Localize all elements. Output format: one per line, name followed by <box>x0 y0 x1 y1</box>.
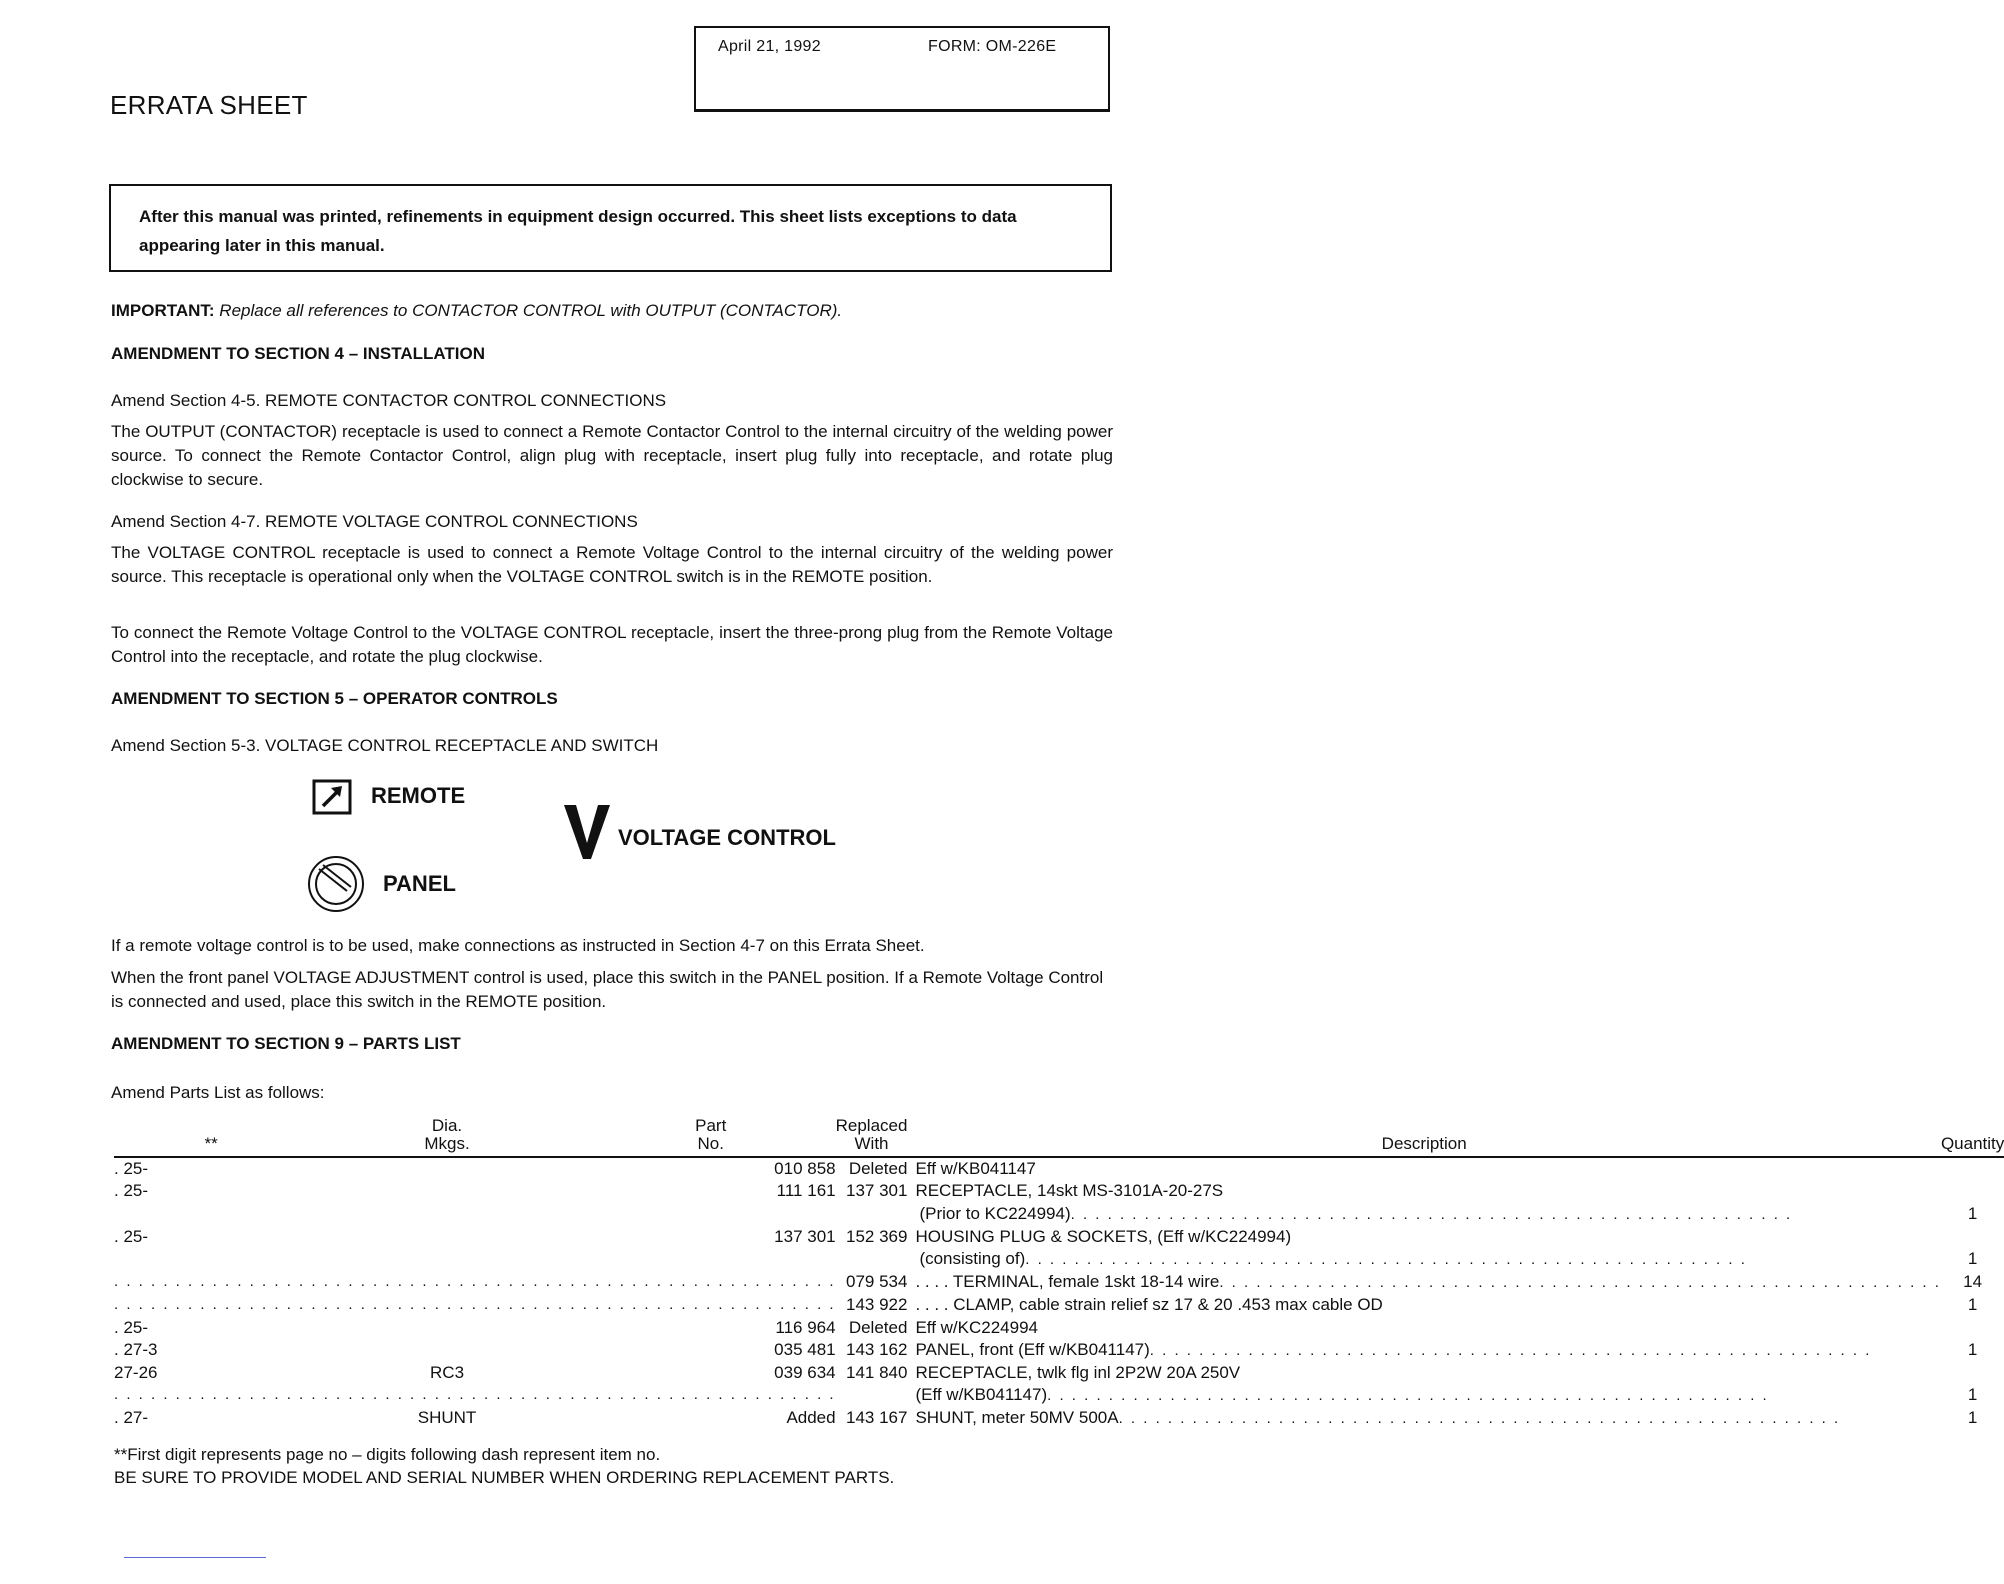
parts-dia: RC3 <box>430 1362 465 1382</box>
important-note <box>111 299 1113 323</box>
parts-quantity: 14 <box>1963 1272 1983 1292</box>
parts-description-cell <box>907 1157 1941 1180</box>
col-replaced-header <box>836 1117 908 1157</box>
header-date: April 21, 1992 <box>718 38 821 55</box>
parts-part-no: 035 481 <box>774 1339 836 1359</box>
section4-para-contactor: The OUTPUT (CONTACTOR) receptacle is used to connect a Remote Contactor Control to the internal circuitry of the welding power source. To connect the Remote Contactor Control, align plug with receptacle, insert plug fully into receptacle, and rotate plug clockwise to secure. <box>111 422 1113 489</box>
parts-replaced: Deleted <box>848 1159 908 1178</box>
parts-row <box>114 1271 2004 1294</box>
parts-description-cell <box>907 1294 1941 1316</box>
parts-replaced: 141 840 <box>845 1362 908 1382</box>
parts-description: PANEL, front (Eff w/KB041147) <box>915 1339 1150 1359</box>
parts-description-cell <box>907 1317 1941 1339</box>
panel-label: PANEL <box>383 871 456 896</box>
parts-quantity <box>1941 1226 2004 1248</box>
section4-heading: AMENDMENT TO SECTION 4 – INSTALLATION <box>111 344 486 363</box>
parts-quantity: 1 <box>1967 1203 1978 1223</box>
parts-replaced: 143 162 <box>845 1339 908 1359</box>
important-label: IMPORTANT: <box>111 301 215 320</box>
leader-dots: . . . . . . . . . . . . . . . . . . . . . . . . . . . . . . . . . . . . . . . . . . . . . . . . . . . . . . . . . . . <box>1149 1341 1872 1359</box>
parts-dia <box>308 1203 586 1226</box>
parts-row <box>114 1317 2004 1339</box>
parts-description: RECEPTACLE, 14skt MS-3101A-20-27S <box>915 1181 1224 1201</box>
notice-text: After this manual was printed, refinements in equipment design occurred. This sheet lists exceptions to data appearing later in this manual. <box>139 207 1017 255</box>
parts-replaced: 079 534 <box>845 1272 908 1292</box>
parts-description: (Eff w/KB041147) <box>915 1385 1048 1405</box>
parts-replaced: 152 369 <box>845 1226 908 1246</box>
section5-heading: AMENDMENT TO SECTION 5 – OPERATOR CONTROLS <box>111 689 558 708</box>
parts-part-no: 039 634 <box>774 1362 836 1382</box>
parts-row <box>114 1203 2004 1226</box>
panel-knob-icon <box>305 855 367 913</box>
section4-para-connect: To connect the Remote Voltage Control to the VOLTAGE CONTROL receptacle, insert the three-prong plug from the Remote Voltage Control into the receptacle, and rotate the plug clockwise. <box>111 623 1113 666</box>
col-quantity-header: Quantity <box>1941 1117 2004 1157</box>
parts-part-no: 116 964 <box>775 1317 836 1337</box>
header-form-number: FORM: OM-226E <box>928 38 1057 55</box>
parts-part-no <box>586 1248 836 1271</box>
parts-quantity: 1 <box>1967 1249 1978 1269</box>
section9-amend: Amend Parts List as follows: <box>111 1083 325 1102</box>
section4-amend-4-7: Amend Section 4-7. REMOTE VOLTAGE CONTROL CONNECTIONS <box>111 512 638 531</box>
parts-replaced: 137 301 <box>845 1181 908 1201</box>
parts-part-no <box>586 1203 836 1226</box>
parts-quantity: 1 <box>1967 1295 1978 1315</box>
parts-row <box>114 1248 2004 1271</box>
parts-table-header <box>114 1117 2004 1157</box>
parts-row <box>114 1384 2004 1407</box>
parts-item: . 27-3 <box>114 1339 158 1359</box>
bottom-rule <box>124 1557 266 1558</box>
parts-description-cell <box>907 1248 1941 1271</box>
parts-dia <box>308 1317 586 1339</box>
parts-leader-cell <box>114 1271 836 1294</box>
col-replaced-line1: Replaced <box>835 1116 908 1135</box>
parts-leader-cell <box>114 1294 836 1316</box>
section4-amend-4-5: Amend Section 4-5. REMOTE CONTACTOR CONTROL CONNECTIONS <box>111 391 667 410</box>
parts-row <box>114 1294 2004 1316</box>
voltage-v-icon <box>562 803 612 861</box>
parts-row <box>114 1362 2004 1384</box>
parts-description: . . . . CLAMP, cable strain relief sz 17 & 20 .453 max cable OD <box>915 1295 1383 1315</box>
parts-footnote: **First digit represents page no – digits following dash represent item no. <box>114 1445 661 1464</box>
parts-description-cell <box>907 1203 1941 1226</box>
parts-dia: SHUNT <box>417 1408 477 1428</box>
parts-description: HOUSING PLUG & SOCKETS, (Eff w/KC224994) <box>915 1226 1292 1246</box>
parts-part-no: Added <box>786 1408 836 1428</box>
parts-description: RECEPTACLE, twlk flg inl 2P2W 20A 250V <box>915 1362 1241 1382</box>
col-item-header: ** <box>114 1117 308 1157</box>
notice-box <box>109 184 1112 272</box>
parts-table-body <box>114 1157 2004 1430</box>
parts-dia <box>308 1248 586 1271</box>
parts-description-cell <box>907 1226 1941 1248</box>
leader-dots: . . . . . . . . . . . . . . . . . . . . . . . . . . . . . . . . . . . . . . . . . . . . . . . . . . . . . . . . . . . <box>114 1296 836 1314</box>
col-description-header: Description <box>907 1117 1941 1157</box>
header-box <box>694 26 1110 112</box>
parts-item: . 25- <box>114 1226 149 1246</box>
parts-quantity <box>1941 1317 2004 1339</box>
parts-replaced: 143 167 <box>845 1408 908 1428</box>
parts-dia <box>308 1226 586 1248</box>
col-dia-header <box>308 1117 586 1157</box>
voltage-control-label: VOLTAGE CONTROL <box>618 825 836 850</box>
parts-leader-cell <box>114 1384 907 1407</box>
parts-quantity: 1 <box>1967 1385 1978 1405</box>
parts-description: (Prior to KC224994) <box>919 1203 1071 1223</box>
parts-part-no: 010 858 <box>774 1159 836 1178</box>
parts-item: . 25- <box>114 1159 149 1178</box>
parts-item <box>114 1248 308 1271</box>
parts-description-cell <box>907 1271 1941 1294</box>
parts-quantity <box>1941 1362 2004 1384</box>
col-part-header <box>586 1117 836 1157</box>
parts-quantity <box>1941 1180 2004 1202</box>
parts-table <box>114 1117 2004 1430</box>
parts-dia <box>308 1339 586 1362</box>
parts-description: . . . . TERMINAL, female 1skt 18-14 wire <box>915 1272 1220 1292</box>
section5-para-remote: If a remote voltage control is to be used, make connections as instructed in Section 4-7 on this Errata Sheet. <box>111 936 925 955</box>
parts-item: . 25- <box>114 1181 149 1201</box>
parts-item <box>114 1203 308 1226</box>
important-text: Replace all references to CONTACTOR CONTROL with OUTPUT (CONTACTOR). <box>219 301 843 320</box>
parts-description: Eff w/KC224994 <box>915 1317 1038 1337</box>
parts-replaced <box>836 1248 908 1271</box>
section5-para-switch: When the front panel VOLTAGE ADJUSTMENT control is used, place this switch in the PANEL position. If a Remote Voltage Control is connected and used, place this switch in the REMOTE position. <box>111 968 1104 1011</box>
parts-description-cell <box>907 1362 1941 1384</box>
parts-quantity: 1 <box>1967 1408 1978 1428</box>
parts-part-no: 111 161 <box>776 1181 836 1201</box>
parts-dia <box>308 1180 586 1202</box>
page-title: ERRATA SHEET <box>110 90 308 120</box>
col-replaced-line2: With <box>854 1134 889 1153</box>
parts-row <box>114 1407 2004 1430</box>
parts-item: . 27- <box>114 1408 149 1428</box>
leader-dots: . . . . . . . . . . . . . . . . . . . . . . . . . . . . . . . . . . . . . . . . . . . . . . . . . . . . . . . . . . . <box>1025 1251 1747 1269</box>
parts-description-cell <box>907 1180 1941 1202</box>
parts-ordering-note: BE SURE TO PROVIDE MODEL AND SERIAL NUMBER WHEN ORDERING REPLACEMENT PARTS. <box>114 1468 895 1487</box>
parts-item: . 25- <box>114 1317 149 1337</box>
parts-description: (consisting of) <box>919 1249 1026 1269</box>
parts-row <box>114 1339 2004 1362</box>
parts-replaced: Deleted <box>848 1317 908 1337</box>
parts-part-no: 137 301 <box>774 1226 836 1246</box>
leader-dots: . . . . . . . . . . . . . . . . . . . . . . . . . . . . . . . . . . . . . . . . . . . . . . . . . . . . . . . . . . . <box>1070 1205 1793 1223</box>
col-part-line1: Part <box>695 1116 727 1135</box>
parts-row <box>114 1226 2004 1248</box>
parts-description-cell <box>907 1339 1941 1362</box>
remote-label: REMOTE <box>371 783 466 808</box>
col-dia-line2: Mkgs. <box>424 1134 470 1153</box>
parts-description-cell <box>907 1384 1941 1407</box>
remote-arrow-icon <box>312 779 352 815</box>
parts-quantity <box>1941 1157 2004 1180</box>
parts-description-cell <box>907 1407 1941 1430</box>
parts-replaced: 143 922 <box>845 1295 908 1315</box>
parts-row <box>114 1157 2004 1180</box>
parts-dia <box>308 1157 586 1180</box>
leader-dots: . . . . . . . . . . . . . . . . . . . . . . . . . . . . . . . . . . . . . . . . . . . . . . . . . . . . . . . . . . . <box>1047 1387 1769 1405</box>
section5-amend-5-3: Amend Section 5-3. VOLTAGE CONTROL RECEPTACLE AND SWITCH <box>111 736 659 755</box>
parts-replaced <box>836 1203 908 1226</box>
parts-row <box>114 1180 2004 1202</box>
leader-dots: . . . . . . . . . . . . . . . . . . . . . . . . . . . . . . . . . . . . . . . . . . . . . . . . . . . . . . . . . . . <box>114 1386 836 1404</box>
parts-quantity: 1 <box>1967 1339 1978 1359</box>
leader-dots: . . . . . . . . . . . . . . . . . . . . . . . . . . . . . . . . . . . . . . . . . . . . . . . . . . . . . . . . . . . <box>114 1273 836 1291</box>
parts-description: Eff w/KB041147 <box>915 1159 1036 1178</box>
leader-dots: . . . . . . . . . . . . . . . . . . . . . . . . . . . . . . . . . . . . . . . . . . . . . . . . . . . . . . . . . . . <box>1118 1410 1841 1428</box>
section9-heading: AMENDMENT TO SECTION 9 – PARTS LIST <box>111 1034 461 1053</box>
col-part-line2: No. <box>697 1134 724 1153</box>
parts-description: SHUNT, meter 50MV 500A <box>915 1408 1119 1428</box>
col-dia-line1: Dia. <box>431 1116 463 1135</box>
section4-para-voltage: The VOLTAGE CONTROL receptacle is used to connect a Remote Voltage Control to the internal circuitry of the welding power source. This receptacle is operational only when the VOLTAGE CONTROL switch is in the REMOTE position. <box>111 543 1113 586</box>
leader-dots: . . . . . . . . . . . . . . . . . . . . . . . . . . . . . . . . . . . . . . . . . . . . . . . . . . . . . . . . . . . <box>1219 1274 1941 1292</box>
parts-item: 27-26 <box>114 1362 158 1382</box>
